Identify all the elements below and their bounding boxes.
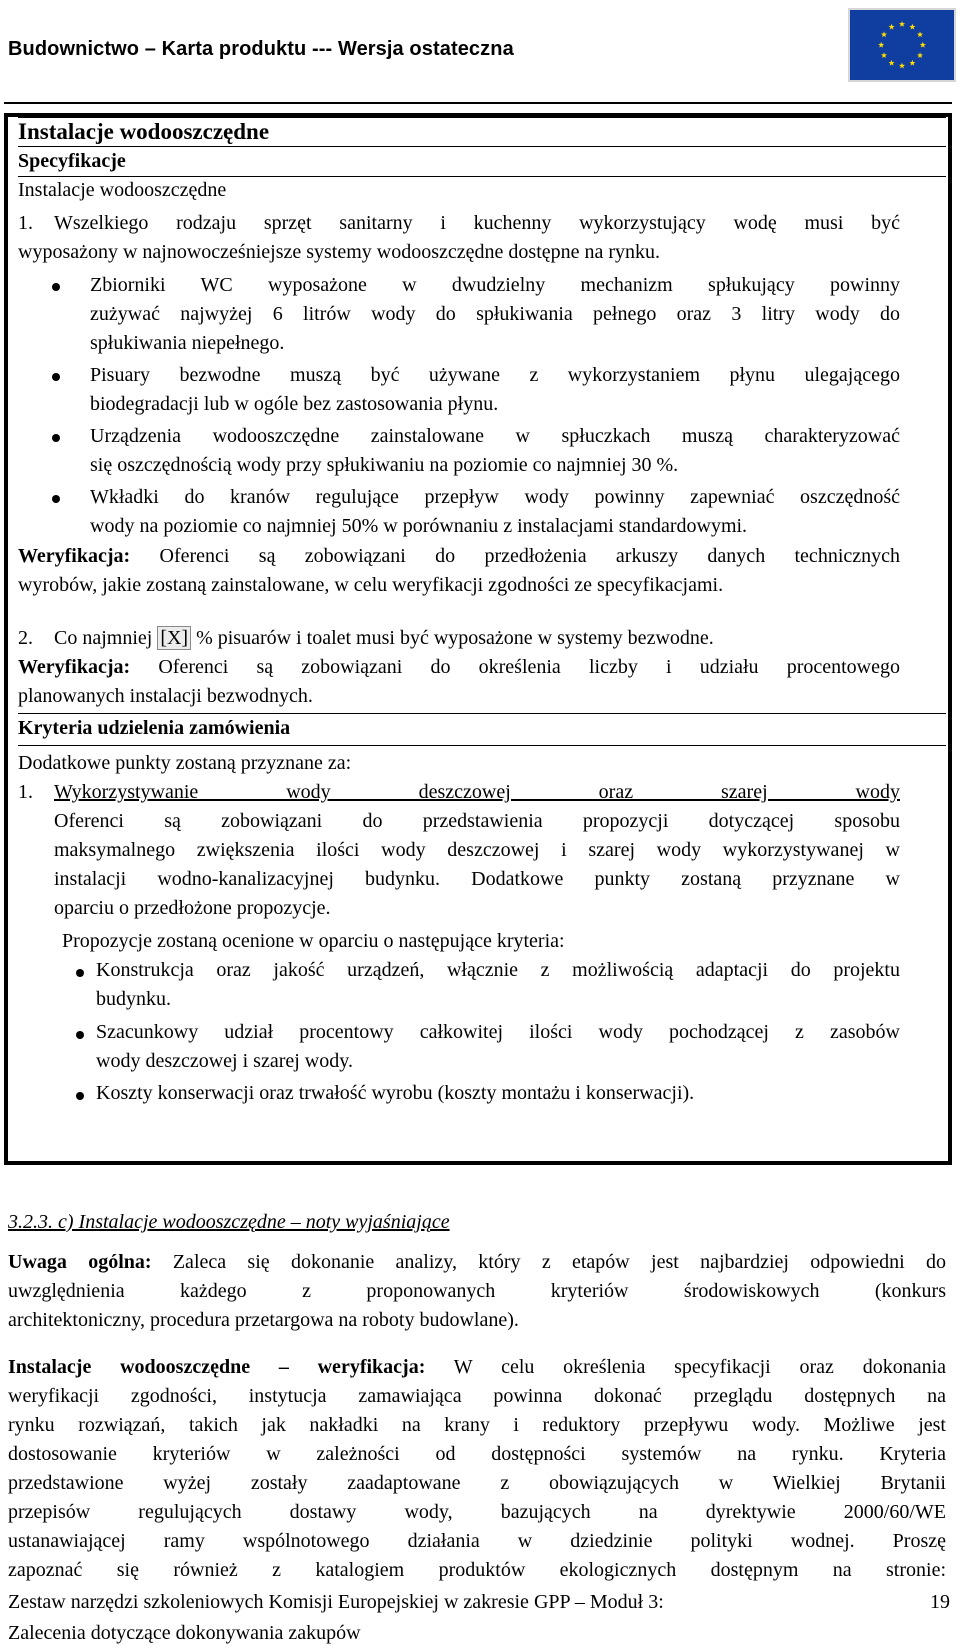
rule-1 [18,146,946,147]
award-1-line-2: maksymalnego zwiększenia ilości wody deszczowej i szarej wody wykorzystywanej w [54,839,900,861]
eu-star-icon [878,42,884,48]
bullet-3-line-2: się oszczędnością wody przy spłukiwaniu na poziomie co najmniej 30 %. [90,454,679,476]
box-heading: Instalacje wodooszczędne [18,119,270,144]
bullet-dot [52,283,60,291]
eu-star-icon [899,63,905,69]
item-2-number: 2. [18,627,33,649]
page-footer [8,1587,664,1649]
verification-note-line-4: dostosowanie kryteriów w zależności od dostępności systemów na rynku. Kryteria [8,1443,946,1465]
bullet-4-line-1: Wkładki do kranów regulujące przepływ wody powinny zapewniać oszczędność [90,486,900,508]
spec-subheading: Instalacje wodooszczędne [18,179,227,201]
header-divider [4,102,952,104]
criterion-2-line-2: wody deszczowej i szarej wody. [96,1050,353,1072]
bullet-dot [52,495,60,503]
award-criteria-heading: Kryteria udzielenia zamówienia [18,717,291,739]
bullet-1-line-2: zużywać najwyżej 6 litrów wody do spłukiwania pełnego oraz 3 litry wody do [90,303,900,325]
eu-star-icon [881,31,887,37]
rule-4 [18,745,946,746]
bullet-2-line-1: Pisuary bezwodne muszą być używane z wykorzystaniem płynu ulegającego [90,364,900,386]
verification-note-line-7: ustanawiającej ramy wspólnotowego działania w dziedzinie polityki wodnej. Proszę [8,1530,946,1552]
verification-note-line-2: weryfikacji zgodności, instytucja zamawiająca powinna dokonać przeglądu dostępnych na [8,1385,946,1407]
criterion-1-line-1: Konstrukcja oraz jakość urządzeń, włącznie z możliwością adaptacji do projektu [96,959,900,981]
item-1-line-2: wyposażony w najnowocześniejsze systemy wodooszczędne dostępne na rynku. [18,241,661,263]
award-1-number: 1. [18,781,33,803]
eu-flag-icon [850,10,954,80]
criterion-3-line-1: Koszty konserwacji oraz trwałość wyrobu (koszty montażu i konserwacji). [96,1082,695,1104]
verification-2-line-1: Weryfikacja: Oferenci są zobowiązani do określenia liczby i udziału procentowego [18,656,900,678]
spec-label: Specyfikacje [18,150,126,172]
verification-1-line-2: wyrobów, jakie zostaną zainstalowane, w celu weryfikacji zgodności ze specyfikacjami. [18,574,724,596]
verification-1-line-1: Weryfikacja: Oferenci są zobowiązani do przedłożenia arkuszy danych technicznych [18,545,900,567]
award-1-line-1: Oferenci są zobowiązani do przedstawienia propozycji dotyczącej sposobu [54,810,900,832]
footer-line-2: Zalecenia dotyczące dokonywania zakupów [8,1622,361,1644]
eu-star-icon [889,24,895,30]
verification-2-label: Weryfikacja: [18,656,131,678]
item-1-number: 1. [18,212,33,234]
eu-star-icon [909,60,915,66]
eu-star-icon [917,52,923,58]
verification-note-line-3: rynku rozwiązań, takich jak nakładki na krany i reduktory przepływu wody. Możliwe jest [8,1414,946,1436]
general-note-line-3: architektoniczny, procedura przetargowa na roboty budowlane). [8,1309,519,1331]
eu-star-icon [899,21,905,27]
award-1-line-3: instalacji wodno-kanalizacyjnej budynku. Dodatkowe punkty zostaną przyznane w [54,868,900,890]
verification-note-line-5: przedstawione wyżej zostały zaadaptowane z obowiązujących w Wielkiej Brytanii [8,1472,946,1494]
general-note-label: Uwaga ogólna: [8,1251,152,1273]
eu-star-icon [917,31,923,37]
bullet-dot [52,373,60,381]
bullet-dot [76,969,84,977]
general-note-line-1: Uwaga ogólna: Zaleca się dokonanie analizy, który z etapów jest najbardziej odpowiedni do [8,1251,946,1273]
eu-star-icon [909,24,915,30]
criterion-2-line-1: Szacunkowy udział procentowy całkowitej ilości wody pochodzącej z zasobów [96,1021,900,1043]
award-1-line-4: oparciu o przedłożone propozycje. [54,897,331,919]
bullet-1-line-1: Zbiorniki WC wyposażone w dwudzielny mechanizm spłukujący powinny [90,274,900,296]
general-note-line-2: uwzględnienia każdego z proponowanych kryteriów środowiskowych (konkurs [8,1280,946,1302]
verification-note-label: Instalacje wodooszczędne – weryfikacja: [8,1356,426,1378]
page-number: 19 [930,1591,950,1613]
verification-1-label: Weryfikacja: [18,545,131,567]
award-intro: Dodatkowe punkty zostaną przyznane za: [18,752,352,774]
eu-star-icon [881,52,887,58]
notes-section-title: 3.2.3. c) Instalacje wodooszczędne – noty wyjaśniające [8,1211,450,1233]
bullet-dot [76,1092,84,1100]
criteria-box [4,113,952,1165]
eu-star-icon [889,60,895,66]
verification-note-line-8: zapoznać się również z katalogiem produktów ekologicznych dostępnym na stronie: [8,1559,946,1581]
bullet-2-line-2: biodegradacji lub w ogóle bez zastosowania płynu. [90,393,499,415]
verification-2-line-2: planowanych instalacji bezwodnych. [18,685,313,707]
eu-flag-logo [848,8,956,82]
footer-line-1: Zestaw narzędzi szkoleniowych Komisji Europejskiej w zakresie GPP – Moduł 3: [8,1591,664,1613]
eu-star-icon [920,42,926,48]
verification-note-line-6: przepisów regulujących dostawy wody, bazujących na dyrektywie 2000/60/WE [8,1501,946,1523]
bullet-dot [52,434,60,442]
bullet-4-line-2: wody na poziomie co najmniej 50% w porównaniu z instalacjami standardowymi. [90,515,748,537]
item-1-line-1: Wszelkiego rodzaju sprzęt sanitarny i kuchenny wykorzystujący wodę musi być [54,212,900,234]
criterion-1-line-2: budynku. [96,988,171,1010]
bullet-dot [76,1031,84,1039]
award-1-title: Wykorzystywanie wody deszczowej oraz szarej wody [54,781,900,803]
bullet-1-line-3: spłukiwania niepełnego. [90,332,285,354]
criteria-intro: Propozycje zostaną ocenione w oparciu o następujące kryteria: [62,930,565,952]
verification-note-line-1: Instalacje wodooszczędne – weryfikacja: W celu określenia specyfikacji oraz dokonania [8,1356,947,1378]
item-2-text: Co najmniej [X] % pisuarów i toalet musi być wyposażone w systemy bezwodne. [54,627,714,649]
bullet-3-line-1: Urządzenia wodooszczędne zainstalowane w spłuczkach muszą charakteryzować [90,425,900,447]
document-header-title: Budownictwo – Karta produktu --- Wersja ostateczna [8,38,514,60]
placeholder-x-field: [X] [157,626,191,650]
